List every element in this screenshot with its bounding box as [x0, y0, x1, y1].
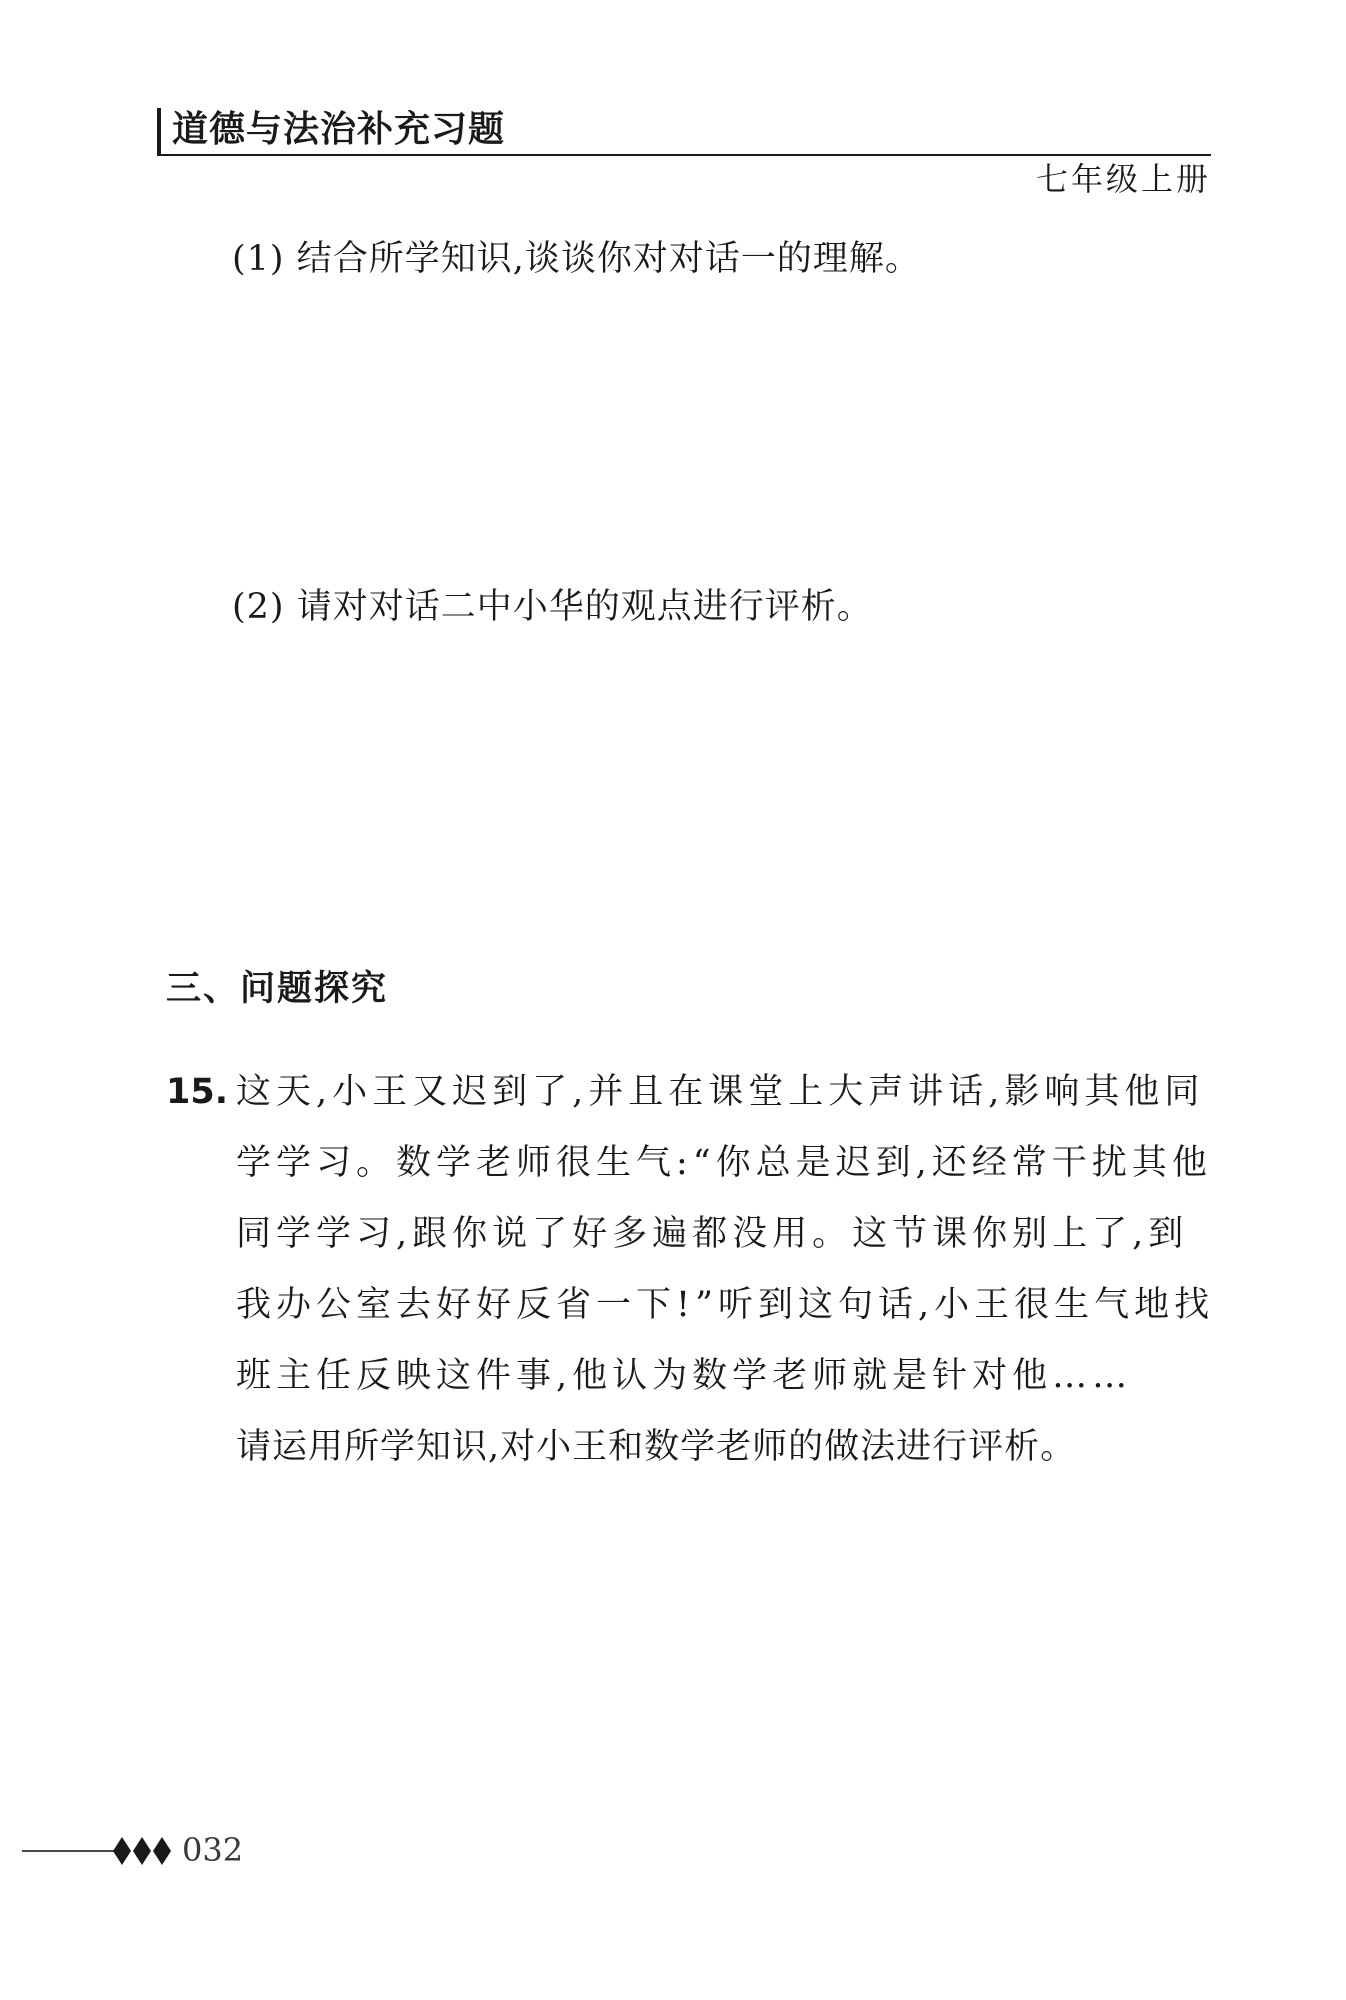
header-bar [157, 108, 161, 154]
section-heading: 三、问题探究 [166, 969, 389, 1009]
grade-label: 七年级上册 [1035, 160, 1211, 198]
question-line: 学学习。数学老师很生气:“你总是迟到,还经常干扰其他 [236, 1143, 1212, 1183]
question-line: 我办公室去好好反省一下!”听到这句话,小王很生气地找 [236, 1285, 1215, 1325]
page-number: 032 [182, 1831, 244, 1869]
subquestion-2: (2) 请对对话二中小华的观点进行评析。 [232, 587, 873, 627]
subquestion-1: (1) 结合所学知识,谈谈你对对话一的理解。 [232, 239, 921, 279]
footer-rule [22, 1850, 118, 1852]
three-diamonds-icon [112, 1833, 172, 1869]
question-number: 15. [166, 1072, 229, 1112]
question-line: 同学学习,跟你说了好多遍都没用。这节课你别上了,到 [236, 1214, 1189, 1254]
question-line: 班主任反映这件事,他认为数学老师就是针对他…… [236, 1356, 1133, 1396]
book-title: 道德与法治补充习题 [172, 109, 506, 150]
question-instruction: 请运用所学知识,对小王和数学老师的做法进行评析。 [236, 1427, 1077, 1467]
question-line: 这天,小王又迟到了,并且在课堂上大声讲话,影响其他同 [236, 1072, 1205, 1112]
